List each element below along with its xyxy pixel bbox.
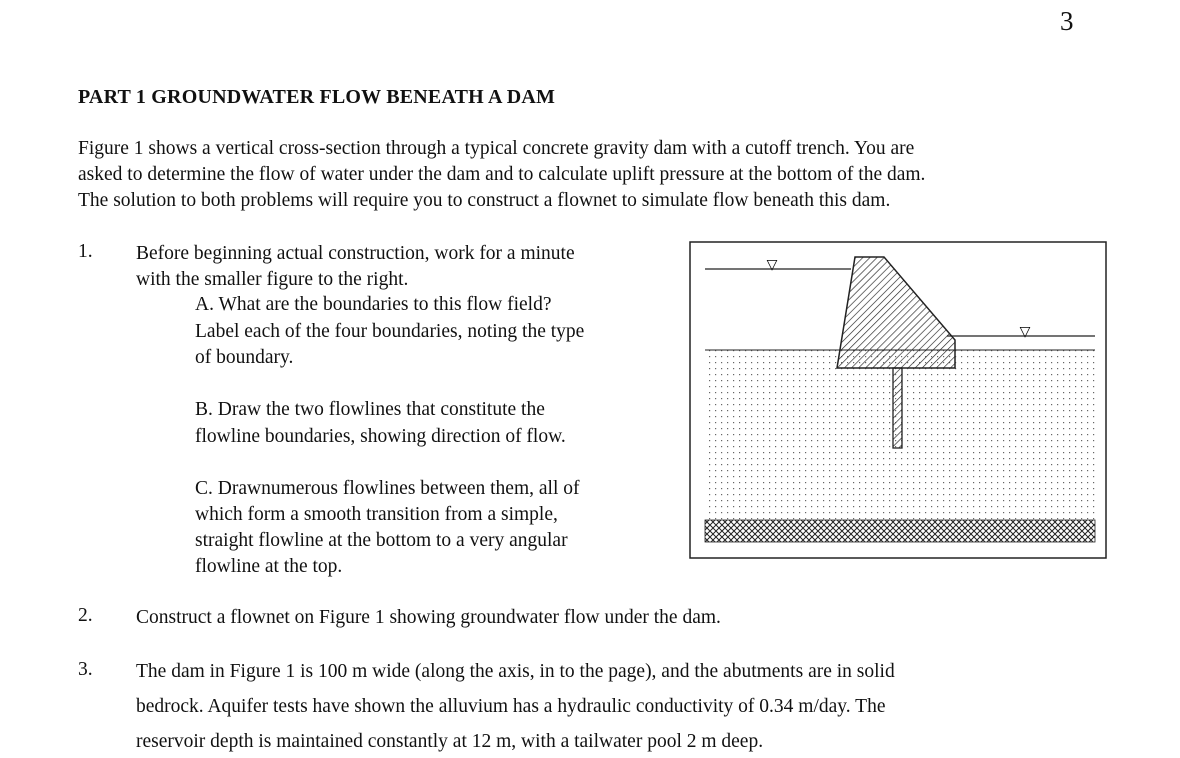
section-heading: PART 1 GROUNDWATER FLOW BENEATH A DAM — [78, 86, 556, 108]
tailwater-water-symbol: ▽ — [1019, 324, 1031, 340]
q3-line-1: The dam in Figure 1 is 100 m wide (along the axis, in to the page), and the abutments are in solid — [136, 661, 895, 682]
cutoff-wall — [893, 368, 902, 448]
q3-line-2: bedrock. Aquifer tests have shown the alluvium has a hydraulic conductivity of 0.34 m/day. The — [136, 696, 886, 717]
q1c-line-3: straight flowline at the bottom to a very angular — [195, 530, 568, 551]
q1c-line-1: C. Drawnumerous flowlines between them, all of — [195, 478, 580, 499]
q3-number: 3. — [78, 659, 93, 680]
q1a-line-3: of boundary. — [195, 347, 294, 368]
intro-line-2: asked to determine the flow of water under the dam and to calculate uplift pressure at the bottom of the dam. — [78, 164, 926, 185]
intro-line-1: Figure 1 shows a vertical cross-section through a typical concrete gravity dam with a cutoff trench. You are — [78, 138, 915, 159]
q1-number: 1. — [78, 241, 93, 262]
bedrock-layer — [705, 520, 1095, 542]
intro-line-3: The solution to both problems will require you to construct a flownet to simulate flow beneath this dam. — [78, 190, 891, 211]
reservoir-water-symbol: ▽ — [766, 257, 778, 273]
q1b-line-2: flowline boundaries, showing direction of flow. — [195, 426, 566, 447]
q1b-line-1: B. Draw the two flowlines that constitute the — [195, 399, 545, 420]
q1-line-1: Before beginning actual construction, work for a minute — [136, 243, 575, 264]
q3-line-3: reservoir depth is maintained constantly at 12 m, with a tailwater pool 2 m deep. — [136, 731, 764, 752]
q1-line-2: with the smaller figure to the right. — [136, 269, 409, 290]
q1c-line-2: which form a smooth transition from a simple, — [195, 504, 558, 525]
dam-cross-section-figure — [689, 240, 1107, 560]
q1a-line-2: Label each of the four boundaries, noting the type — [195, 321, 585, 342]
q2-text: Construct a flownet on Figure 1 showing groundwater flow under the dam. — [136, 607, 721, 628]
page-number: 3 — [1060, 6, 1074, 36]
q1a-line-1: A. What are the boundaries to this flow field? — [195, 294, 552, 315]
q1c-line-4: flowline at the top. — [195, 556, 343, 577]
q2-number: 2. — [78, 605, 93, 626]
